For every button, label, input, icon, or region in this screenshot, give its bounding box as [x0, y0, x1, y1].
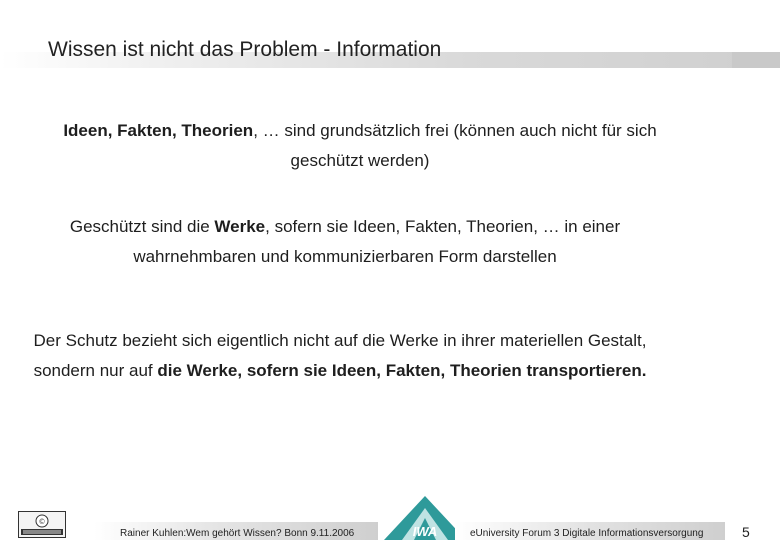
paragraph-works-pre: Geschützt sind die — [69, 217, 215, 236]
paragraph-ideas-text: , … sind grundsätzlich frei (können auch nicht für sich geschützt werden) — [253, 121, 657, 170]
title-bar-notch — [732, 52, 780, 68]
paragraph-protection-scope — [30, 326, 650, 386]
page-number: 5 — [742, 524, 750, 540]
paragraph-works-bold: Werke — [214, 217, 266, 236]
paragraph-works-post: , sofern sie Ideen, Fakten, Theorien, … in einer wahrnehmbaren und kommunizierbaren Form darstellen — [133, 217, 621, 266]
paragraph-ideas-free — [40, 116, 680, 176]
paragraph-works-protected — [30, 212, 660, 272]
iwa-logo-text: IWA — [412, 524, 438, 539]
svg-text:©: © — [38, 518, 46, 526]
footer-author: Rainer Kuhlen:Wem gehört Wissen? Bonn 9.11.2006 — [120, 528, 355, 539]
paragraph-scope-bold: die Werke, sofern sie Ideen, Fakten, Theorien transportieren. — [157, 361, 647, 380]
paragraph-scope-pre: Der Schutz bezieht sich eigentlich nicht auf die Werke in ihrer materiellen Gestalt, sondern nur auf — [33, 331, 647, 380]
slide-title: Wissen ist nicht das Problem - Information — [48, 38, 442, 61]
footer-event: eUniversity Forum 3 Digitale Informationsversorgung — [470, 528, 704, 539]
paragraph-ideas-bold: Ideen, Fakten, Theorien — [63, 121, 254, 140]
creative-commons-icon — [18, 511, 66, 538]
